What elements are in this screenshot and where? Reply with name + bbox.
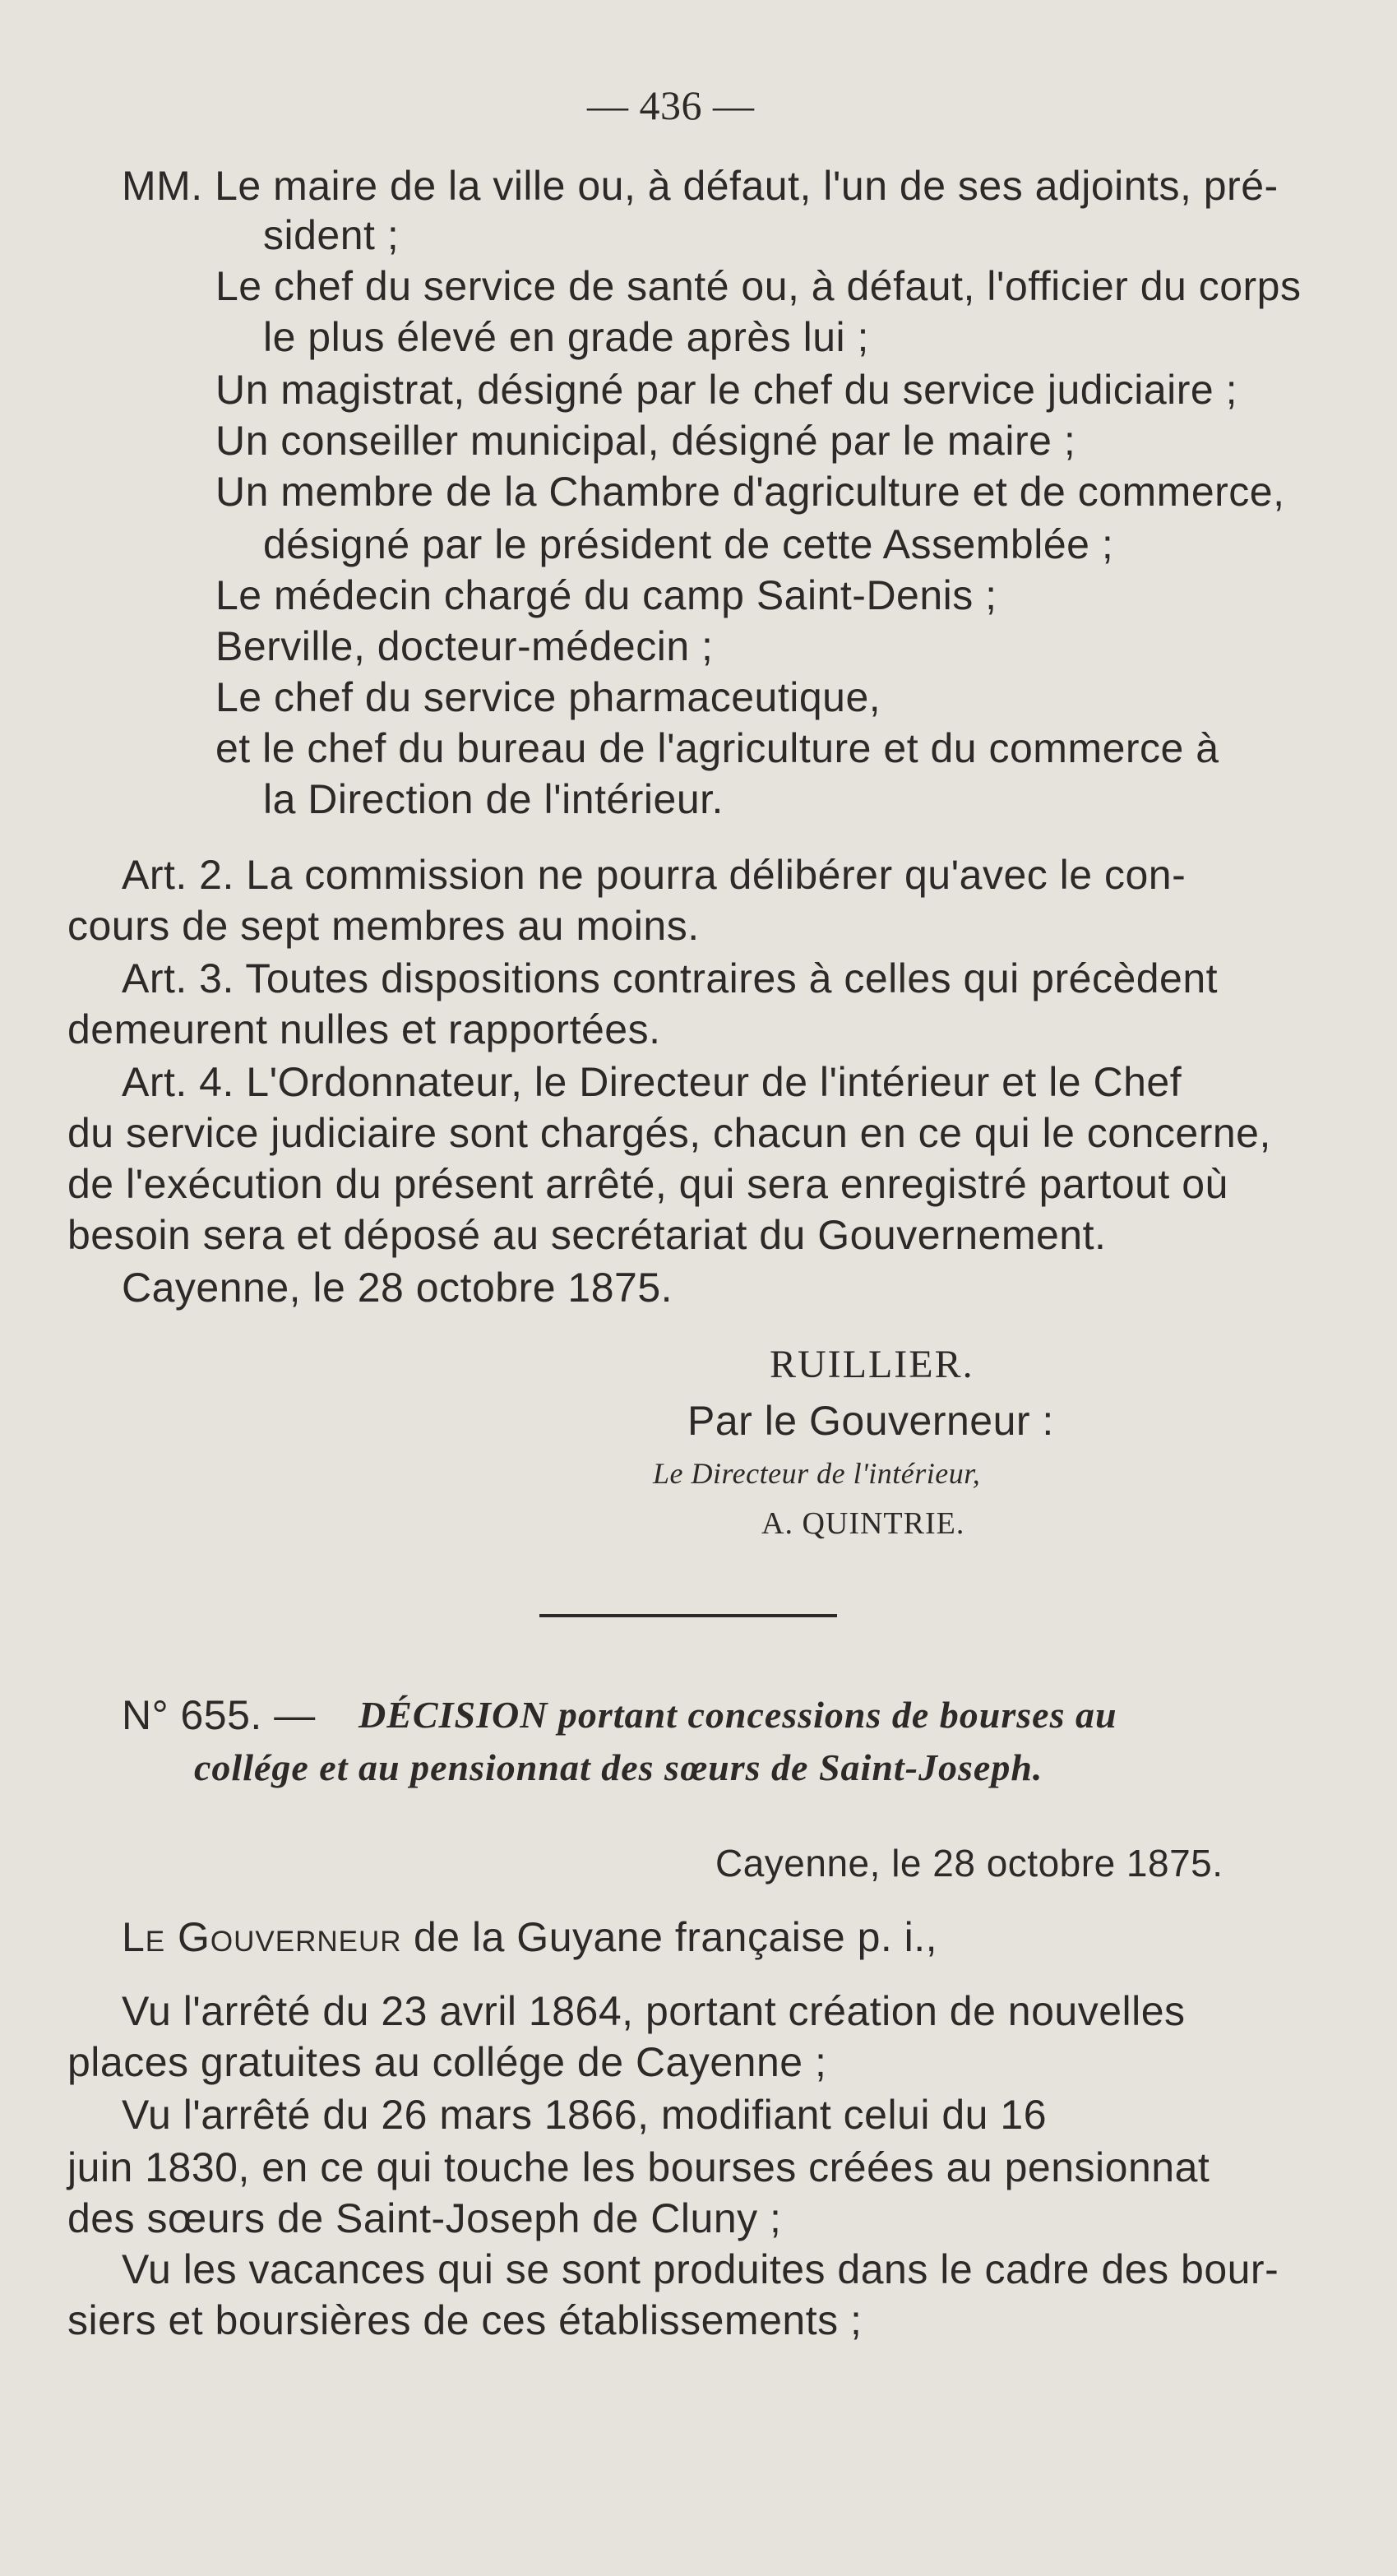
article-line: Art. 2. La commission ne pourra délibérer qu'avec le con- xyxy=(122,852,1187,898)
considerant-line: des sœurs de Saint-Joseph de Cluny ; xyxy=(67,2195,782,2241)
member-line: Un membre de la Chambre d'agriculture et de commerce, xyxy=(215,469,1285,515)
signatory: RUILLIER. xyxy=(770,1343,974,1386)
gouverneur-line xyxy=(122,1912,937,1962)
member-line: MM. Le maire de la ville ou, à défaut, l'un de ses adjoints, pré- xyxy=(122,163,1279,209)
considerant-line: siers et boursières de ces établissements ; xyxy=(67,2297,863,2343)
page-number: — 436 — xyxy=(587,82,755,128)
member-line: la Direction de l'intérieur. xyxy=(263,776,724,822)
member-line: le plus élevé en grade après lui ; xyxy=(263,314,869,360)
article-line: Art. 4. L'Ordonnateur, le Directeur de l'intérieur et le Chef xyxy=(122,1059,1182,1105)
considerant-line: Vu les vacances qui se sont produites dans le cadre des bour- xyxy=(122,2246,1279,2292)
decision-number: N° 655. — xyxy=(122,1692,316,1738)
member-line: et le chef du bureau de l'agriculture et du commerce à xyxy=(215,725,1219,771)
article-line: de l'exécution du présent arrêté, qui sera enregistré partout où xyxy=(67,1161,1228,1207)
article-line: du service judiciaire sont chargés, chacun en ce qui le concerne, xyxy=(67,1110,1271,1156)
member-line: Un magistrat, désigné par le chef du service judiciaire ; xyxy=(215,367,1237,413)
member-line: sident ; xyxy=(263,212,400,258)
decision-title-line2: collége et au pensionnat des sœurs de Saint-Joseph. xyxy=(194,1746,1043,1788)
member-line: Le chef du service pharmaceutique, xyxy=(215,674,881,720)
gouverneur-rest: de la Guyane française p. i., xyxy=(413,1914,938,1960)
article-line: cours de sept membres au moins. xyxy=(67,903,700,949)
par-le-gouverneur: Par le Gouverneur : xyxy=(687,1398,1054,1444)
decision-title: DÉCISION portant concessions de bourses au xyxy=(359,1694,1117,1736)
considerant-line: places gratuites au collége de Cayenne ; xyxy=(67,2039,827,2085)
article-line: Art. 3. Toutes dispositions contraires à celles qui précèdent xyxy=(122,955,1219,1001)
member-line: désigné par le président de cette Assemblée ; xyxy=(263,521,1114,567)
member-line: Le médecin chargé du camp Saint-Denis ; xyxy=(215,572,997,618)
member-line: Un conseiller municipal, désigné par le maire ; xyxy=(215,418,1076,464)
directeur-name: A. QUINTRIE. xyxy=(761,1506,965,1541)
article-line: besoin sera et déposé au secrétariat du Gouvernement. xyxy=(67,1212,1107,1258)
considerant-line: Vu l'arrêté du 26 mars 1866, modifiant celui du 16 xyxy=(122,2092,1047,2138)
gouverneur-label: Le Gouverneur xyxy=(122,1914,402,1960)
arrete-date: Cayenne, le 28 octobre 1875. xyxy=(122,1265,673,1311)
member-line: Le chef du service de santé ou, à défaut, l'officier du corps xyxy=(215,263,1302,309)
member-line: Berville, docteur-médecin ; xyxy=(215,623,714,669)
directeur-title: Le Directeur de l'intérieur, xyxy=(653,1457,981,1490)
considerant-line: Vu l'arrêté du 23 avril 1864, portant création de nouvelles xyxy=(122,1988,1186,2034)
article-line: demeurent nulles et rapportées. xyxy=(67,1006,661,1052)
section-divider xyxy=(539,1614,837,1617)
considerant-line: juin 1830, en ce qui touche les bourses créées au pensionnat xyxy=(67,2144,1210,2190)
decision-date: Cayenne, le 28 octobre 1875. xyxy=(715,1842,1224,1885)
